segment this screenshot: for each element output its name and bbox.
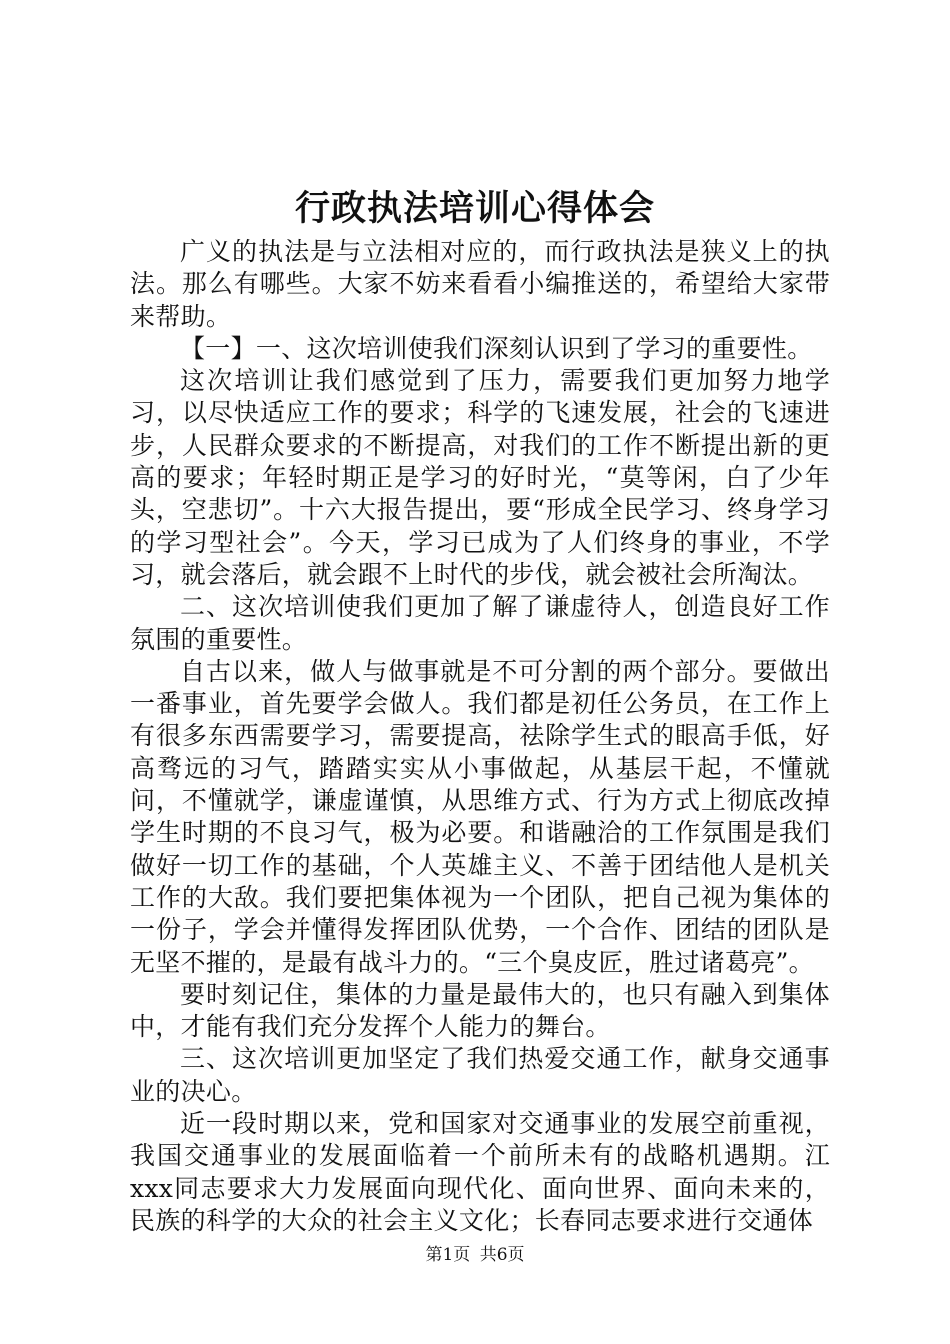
paragraph-4: 近一段时期以来，党和国家对交通事业的发展空前重视，我国交通事业的发展面临着一个前所未有的战略机遇期。江xxx同志要求大力发展面向现代化、面向世界、面向未来的，民族的科学的大众的社会主义文化；长春同志要求进行交通体 bbox=[130, 1109, 830, 1235]
section-heading-3: 三、这次培训更加坚定了我们热爱交通工作，献身交通事业的决心。 bbox=[130, 1044, 830, 1106]
section-heading-1: 【一】一、这次培训使我们深刻认识到了学习的重要性。 bbox=[180, 333, 813, 363]
page-total: 共6页 bbox=[479, 1245, 525, 1265]
page-footer bbox=[0, 1244, 950, 1266]
page-number: 第1页 bbox=[425, 1245, 471, 1265]
document-body bbox=[130, 236, 830, 1237]
paragraph-2: 自古以来，做人与做事就是不可分割的两个部分。要做出一番事业，首先要学会做人。我们都是初任公务员，在工作上有很多东西需要学习，需要提高，祛除学生式的眼高手低，好高骛远的习气，踏踏实实从小事做起，从基层干起，不懂就问，不懂就学，谦虚谨慎，从思维方式、行为方式上彻底改掉学生时期的不良习气，极为必要。和谐融洽的工作氛围是我们做好一切工作的基础，个人英雄主义、不善于团结他人是机关工作的大敌。我们要把集体视为一个团队，把自己视为集体的一份子，学会并懂得发挥团队优势，一个合作、团结的团队是无坚不摧的，是最有战斗力的。“三个臭皮匠，胜过诸葛亮”。 bbox=[130, 656, 830, 977]
paragraph-3: 要时刻记住，集体的力量是最伟大的，也只有融入到集体中，才能有我们充分发挥个人能力的舞台。 bbox=[130, 979, 830, 1042]
paragraph-intro: 广义的执法是与立法相对应的，而行政执法是狭义上的执法。那么有哪些。大家不妨来看看小编推送的，希望给大家带来帮助。 bbox=[130, 237, 830, 331]
page-title: 行政执法培训心得体会 bbox=[294, 188, 655, 229]
section-heading-2: 二、这次培训使我们更加了解了谦虚待人，创造良好工作氛围的重要性。 bbox=[130, 592, 830, 654]
paragraph-1: 这次培训让我们感觉到了压力，需要我们更加努力地学习，以尽快适应工作的要求；科学的飞速发展，社会的飞速进步，人民群众要求的不断提高，对我们的工作不断提出新的更高的要求；年轻时期正是学习的好时光，“莫等闲，白了少年头，空悲切”。十六大报告提出，要“形成全民学习、终身学习的学习型社会”。今天，学习已成为了人们终身的事业，不学习，就会落后，就会跟不上时代的步伐，就会被社会所淘汰。 bbox=[130, 366, 830, 589]
